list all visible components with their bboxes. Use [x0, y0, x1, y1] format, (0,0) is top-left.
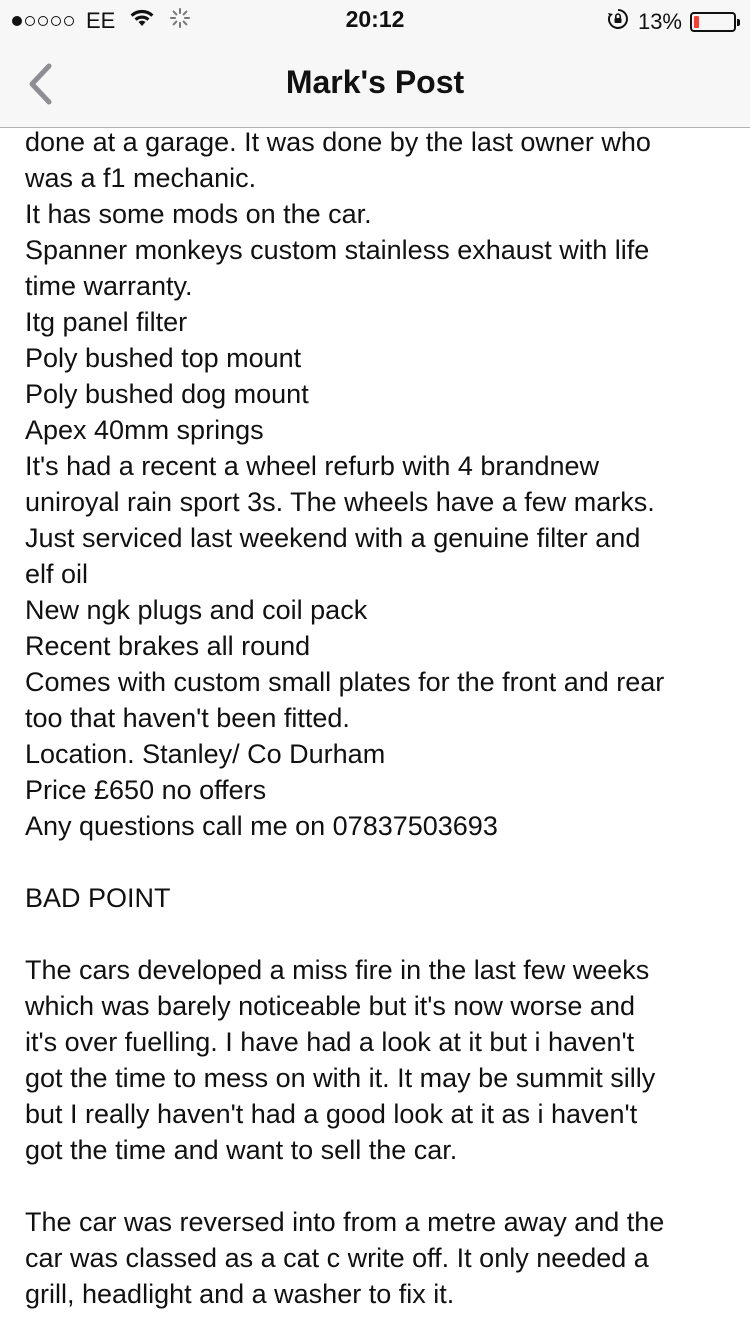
- post-text-line: grill, headlight and a washer to fix it.: [25, 1279, 455, 1309]
- post-text-line: It's had a recent a wheel refurb with 4 brandnew: [25, 451, 599, 481]
- post-text-line: which was barely noticeable but it's now worse and: [25, 991, 635, 1021]
- post-text-line: New ngk plugs and coil pack: [25, 595, 368, 625]
- status-bar: [0, 0, 750, 40]
- post-text-line: Spanner monkeys custom stainless exhaust with life: [25, 235, 650, 265]
- post-text-line: It has some mods on the car.: [25, 199, 372, 229]
- post-text-line: too that haven't been fitted.: [25, 703, 350, 733]
- post-text-line: Poly bushed dog mount: [25, 379, 309, 409]
- post-text-line: The car was reversed into from a metre away and the: [25, 1207, 665, 1237]
- post-text-line: Just serviced last weekend with a genuine filter and: [25, 523, 641, 553]
- post-text-line: BAD POINT: [25, 883, 171, 913]
- orientation-lock-icon: [606, 7, 630, 37]
- page-title: Mark's Post: [285, 64, 465, 100]
- post-text-line: Apex 40mm springs: [25, 415, 264, 445]
- post-text-line: got the time and want to sell the car.: [25, 1135, 458, 1165]
- post-text-line: Comes with custom small plates for the front and rear: [25, 667, 665, 697]
- post-text-line: got the time to mess on with it. It may be summit silly: [25, 1063, 656, 1093]
- battery-icon: [690, 12, 736, 32]
- status-right: [606, 7, 736, 37]
- post-text-line: uniroyal rain sport 3s. The wheels have a few marks.: [25, 487, 655, 517]
- post-text-line: [25, 1168, 730, 1204]
- post-text-line: but I really haven't had a good look at it as i haven't: [25, 1099, 638, 1129]
- post-text-line: Any questions call me on 07837503693: [25, 811, 498, 841]
- post-text-line: time warranty.: [25, 271, 193, 301]
- post-text-line: [25, 916, 730, 952]
- post-text-line: car was classed as a cat c write off. It only needed a: [25, 1243, 649, 1273]
- post-text-line: Poly bushed top mount: [25, 343, 302, 373]
- post-body: [25, 124, 730, 1312]
- battery-level-fill: [694, 16, 699, 28]
- post-text-line: Itg panel filter: [25, 307, 188, 337]
- carrier-name: EE: [86, 8, 116, 33]
- post-text-line: [25, 844, 730, 880]
- post-text-line: Price £650 no offers: [25, 775, 267, 805]
- post-text-line: it's over fuelling. I have had a look at it but i haven't: [25, 1027, 635, 1057]
- post-text-line: elf oil: [25, 559, 89, 589]
- post-text-line: Location. Stanley/ Co Durham: [25, 739, 386, 769]
- navigation-bar: [0, 40, 750, 128]
- status-time: 20:12: [345, 6, 405, 32]
- battery-percent: 13%: [637, 9, 682, 34]
- post-text-line: was a f1 mechanic.: [25, 163, 257, 193]
- post-text-line: done at a garage. It was done by the last owner who: [25, 127, 651, 157]
- post-text-line: The cars developed a miss fire in the last few weeks: [25, 955, 650, 985]
- post-text-line: Recent brakes all round: [25, 631, 311, 661]
